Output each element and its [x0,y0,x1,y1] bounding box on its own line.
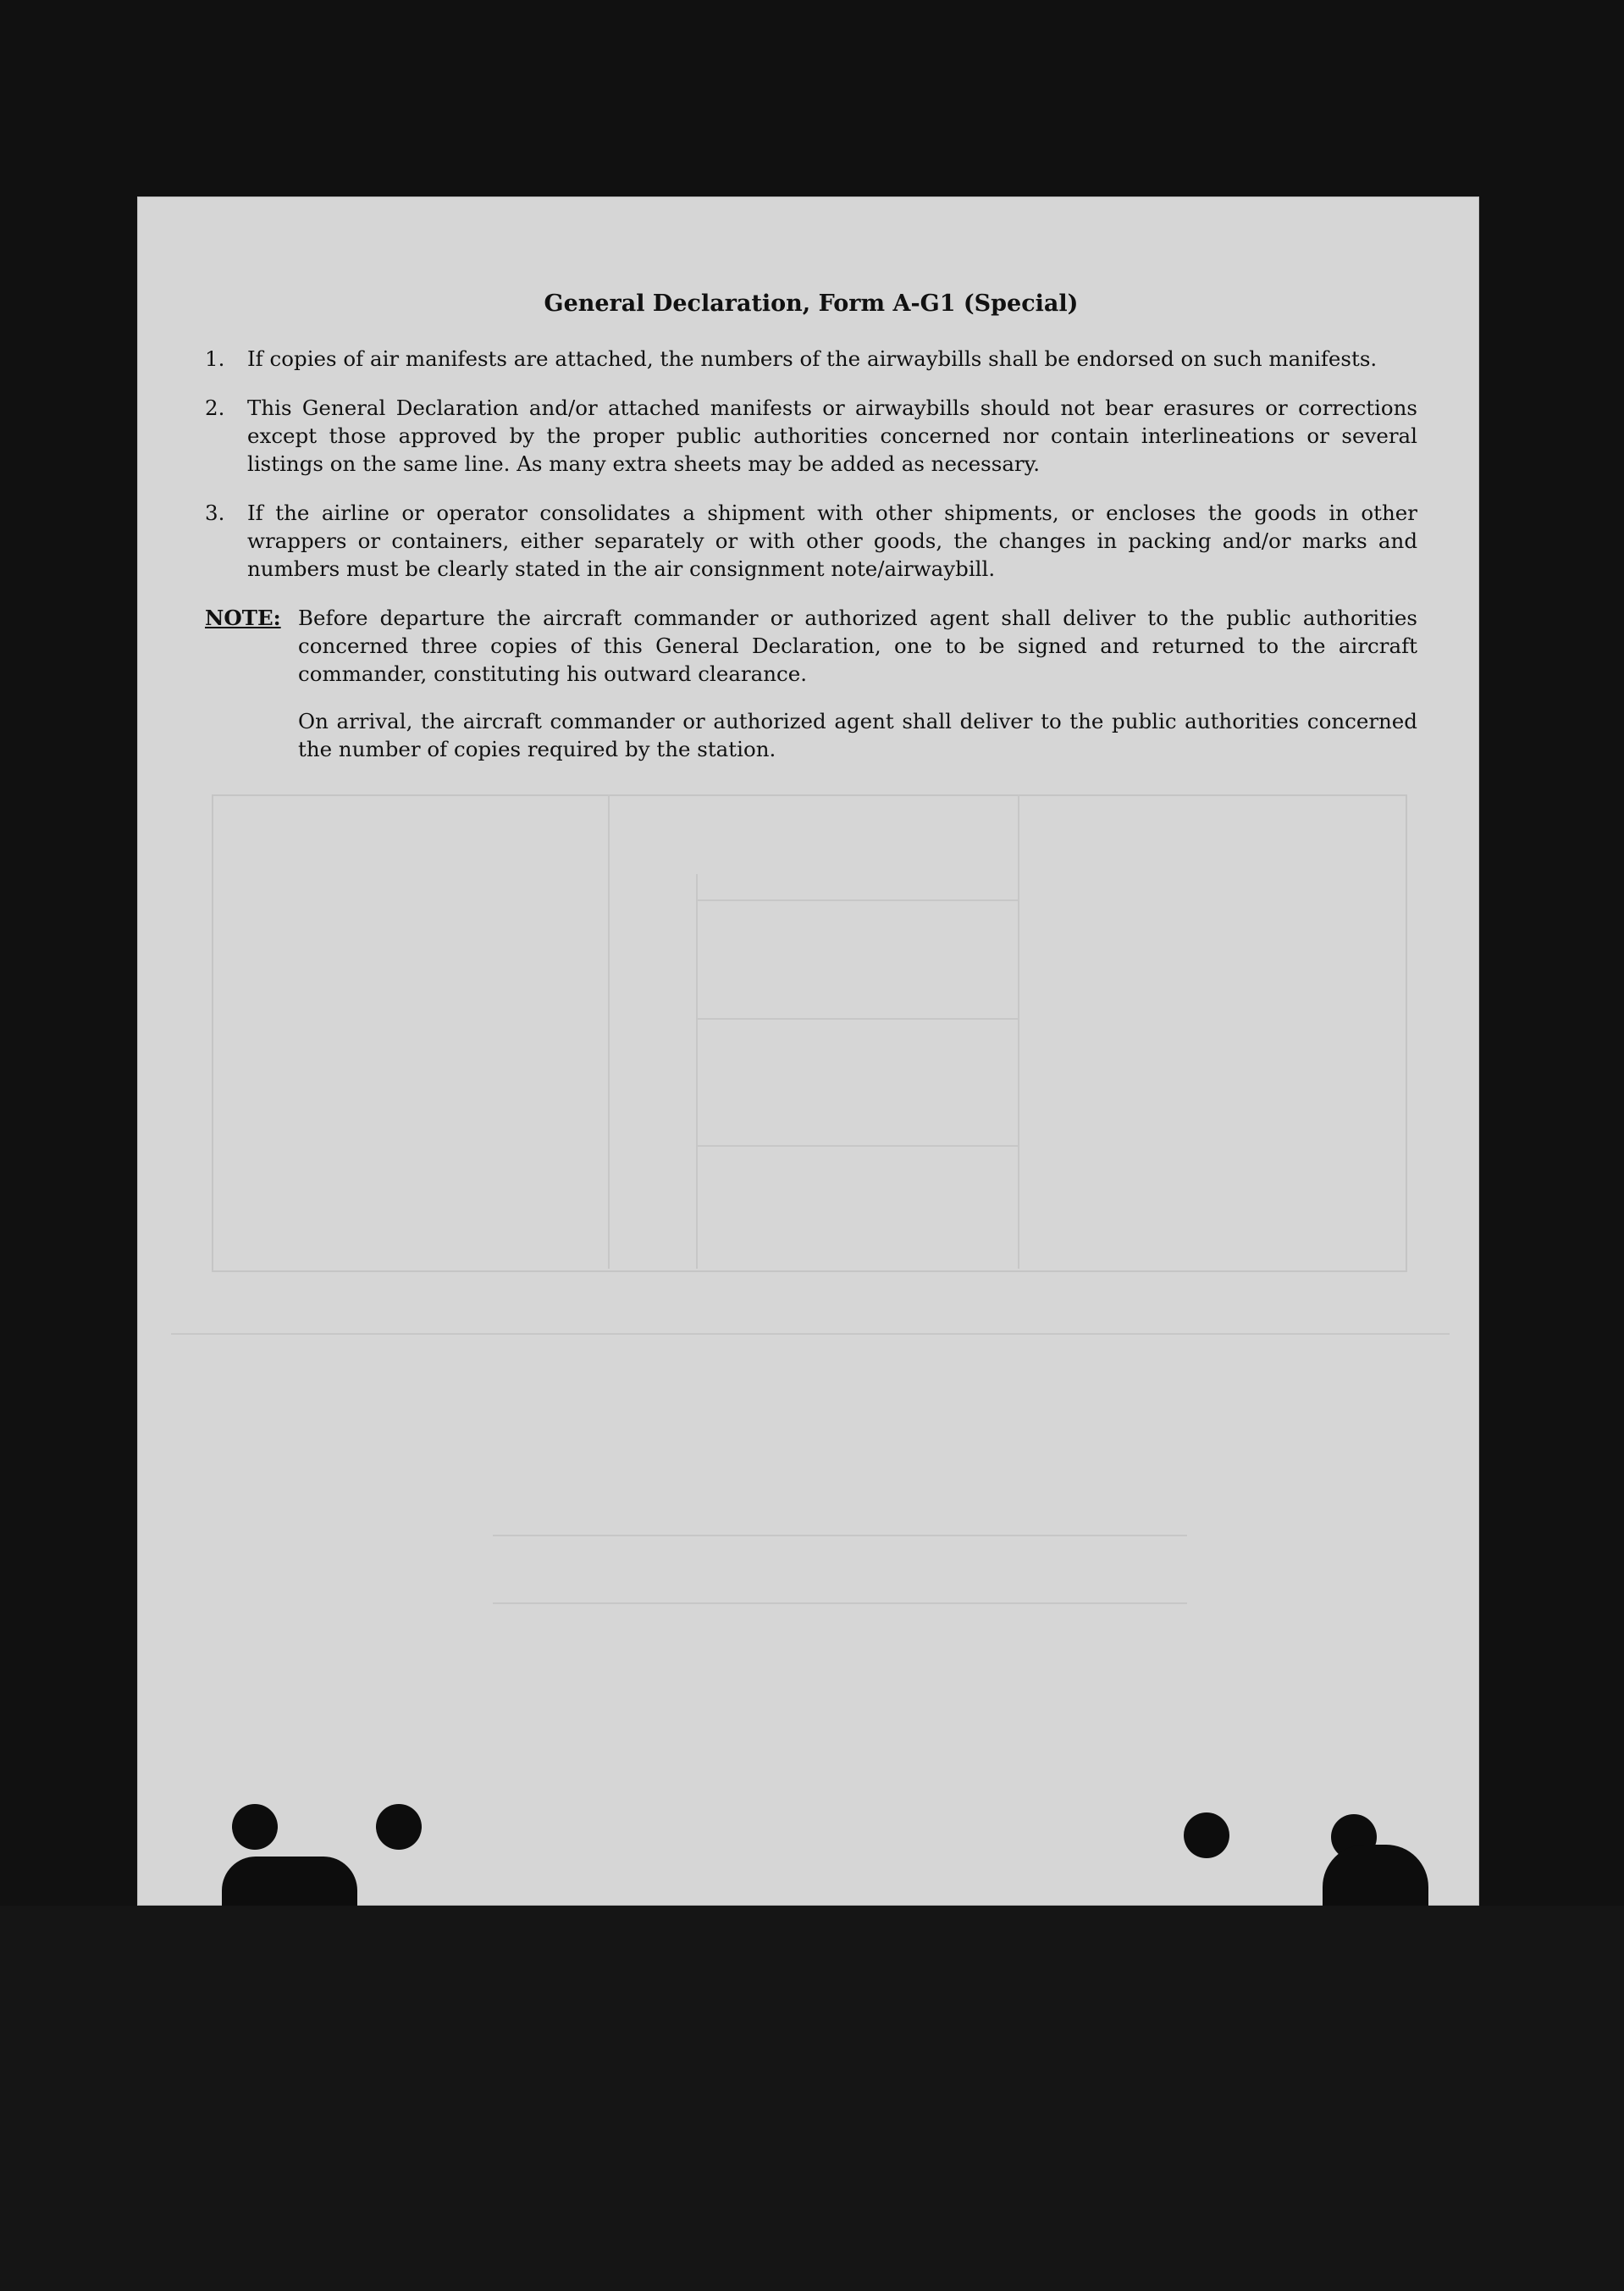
instruction-item [205,499,1417,583]
item-text: If copies of air manifests are attached, the numbers of the airwaybills shall be endorsed on such manifests. [247,346,1378,371]
punch-hole [232,1804,278,1850]
note-body [298,604,1417,783]
bleed-through-rule [493,1602,1187,1604]
bleed-through-rule [696,899,1018,901]
punch-hole [1184,1812,1229,1858]
item-number: 2. [205,396,225,420]
bleed-through-divider [696,874,698,1269]
note-section [205,604,1417,783]
instructions-block [205,290,1417,783]
bleed-through-divider [1018,794,1019,1269]
bleed-through-rule [171,1333,1450,1335]
page-title: General Declaration, Form A-G1 (Special) [544,291,1079,317]
bleed-through-table [212,794,1407,1272]
bleed-through-rule [696,1145,1018,1147]
note-label: NOTE: [205,606,281,630]
note-paragraph-departure: Before departure the aircraft commander or authorized agent shall deliver to the public authorities concerned three copies of this General Declaration, one to be signed and returned to the aircraft commander, constituting his outward clearance. [298,606,1417,686]
torn-edge [1323,1845,1428,1906]
punch-hole [376,1804,422,1850]
item-number: 1. [205,346,225,371]
scan-background [0,1906,1624,2291]
instruction-item [205,345,1417,373]
item-text: This General Declaration and/or attached manifests or airwaybills should not bear erasures or corrections except those approved by the proper public authorities concerned nor contain interlineations or several listings on the same line. As many extra sheets may be added as necessary. [247,396,1417,476]
instruction-item [205,394,1417,478]
note-paragraph-arrival: On arrival, the aircraft commander or authorized agent shall deliver to the public authorities concerned the number of copies required by the station. [298,709,1417,761]
bleed-through-rule [493,1535,1187,1536]
document-page [137,196,1479,1906]
torn-edge [222,1857,357,1906]
bleed-through-divider [608,794,610,1269]
item-number: 3. [205,501,225,525]
item-text: If the airline or operator consolidates a shipment with other shipments, or encloses the goods in other wrappers or containers, either separately or with other goods, the changes in packing and/or marks and numbers must be clearly stated in the air consignment note/airwaybill. [247,501,1417,581]
bleed-through-rule [696,1018,1018,1020]
